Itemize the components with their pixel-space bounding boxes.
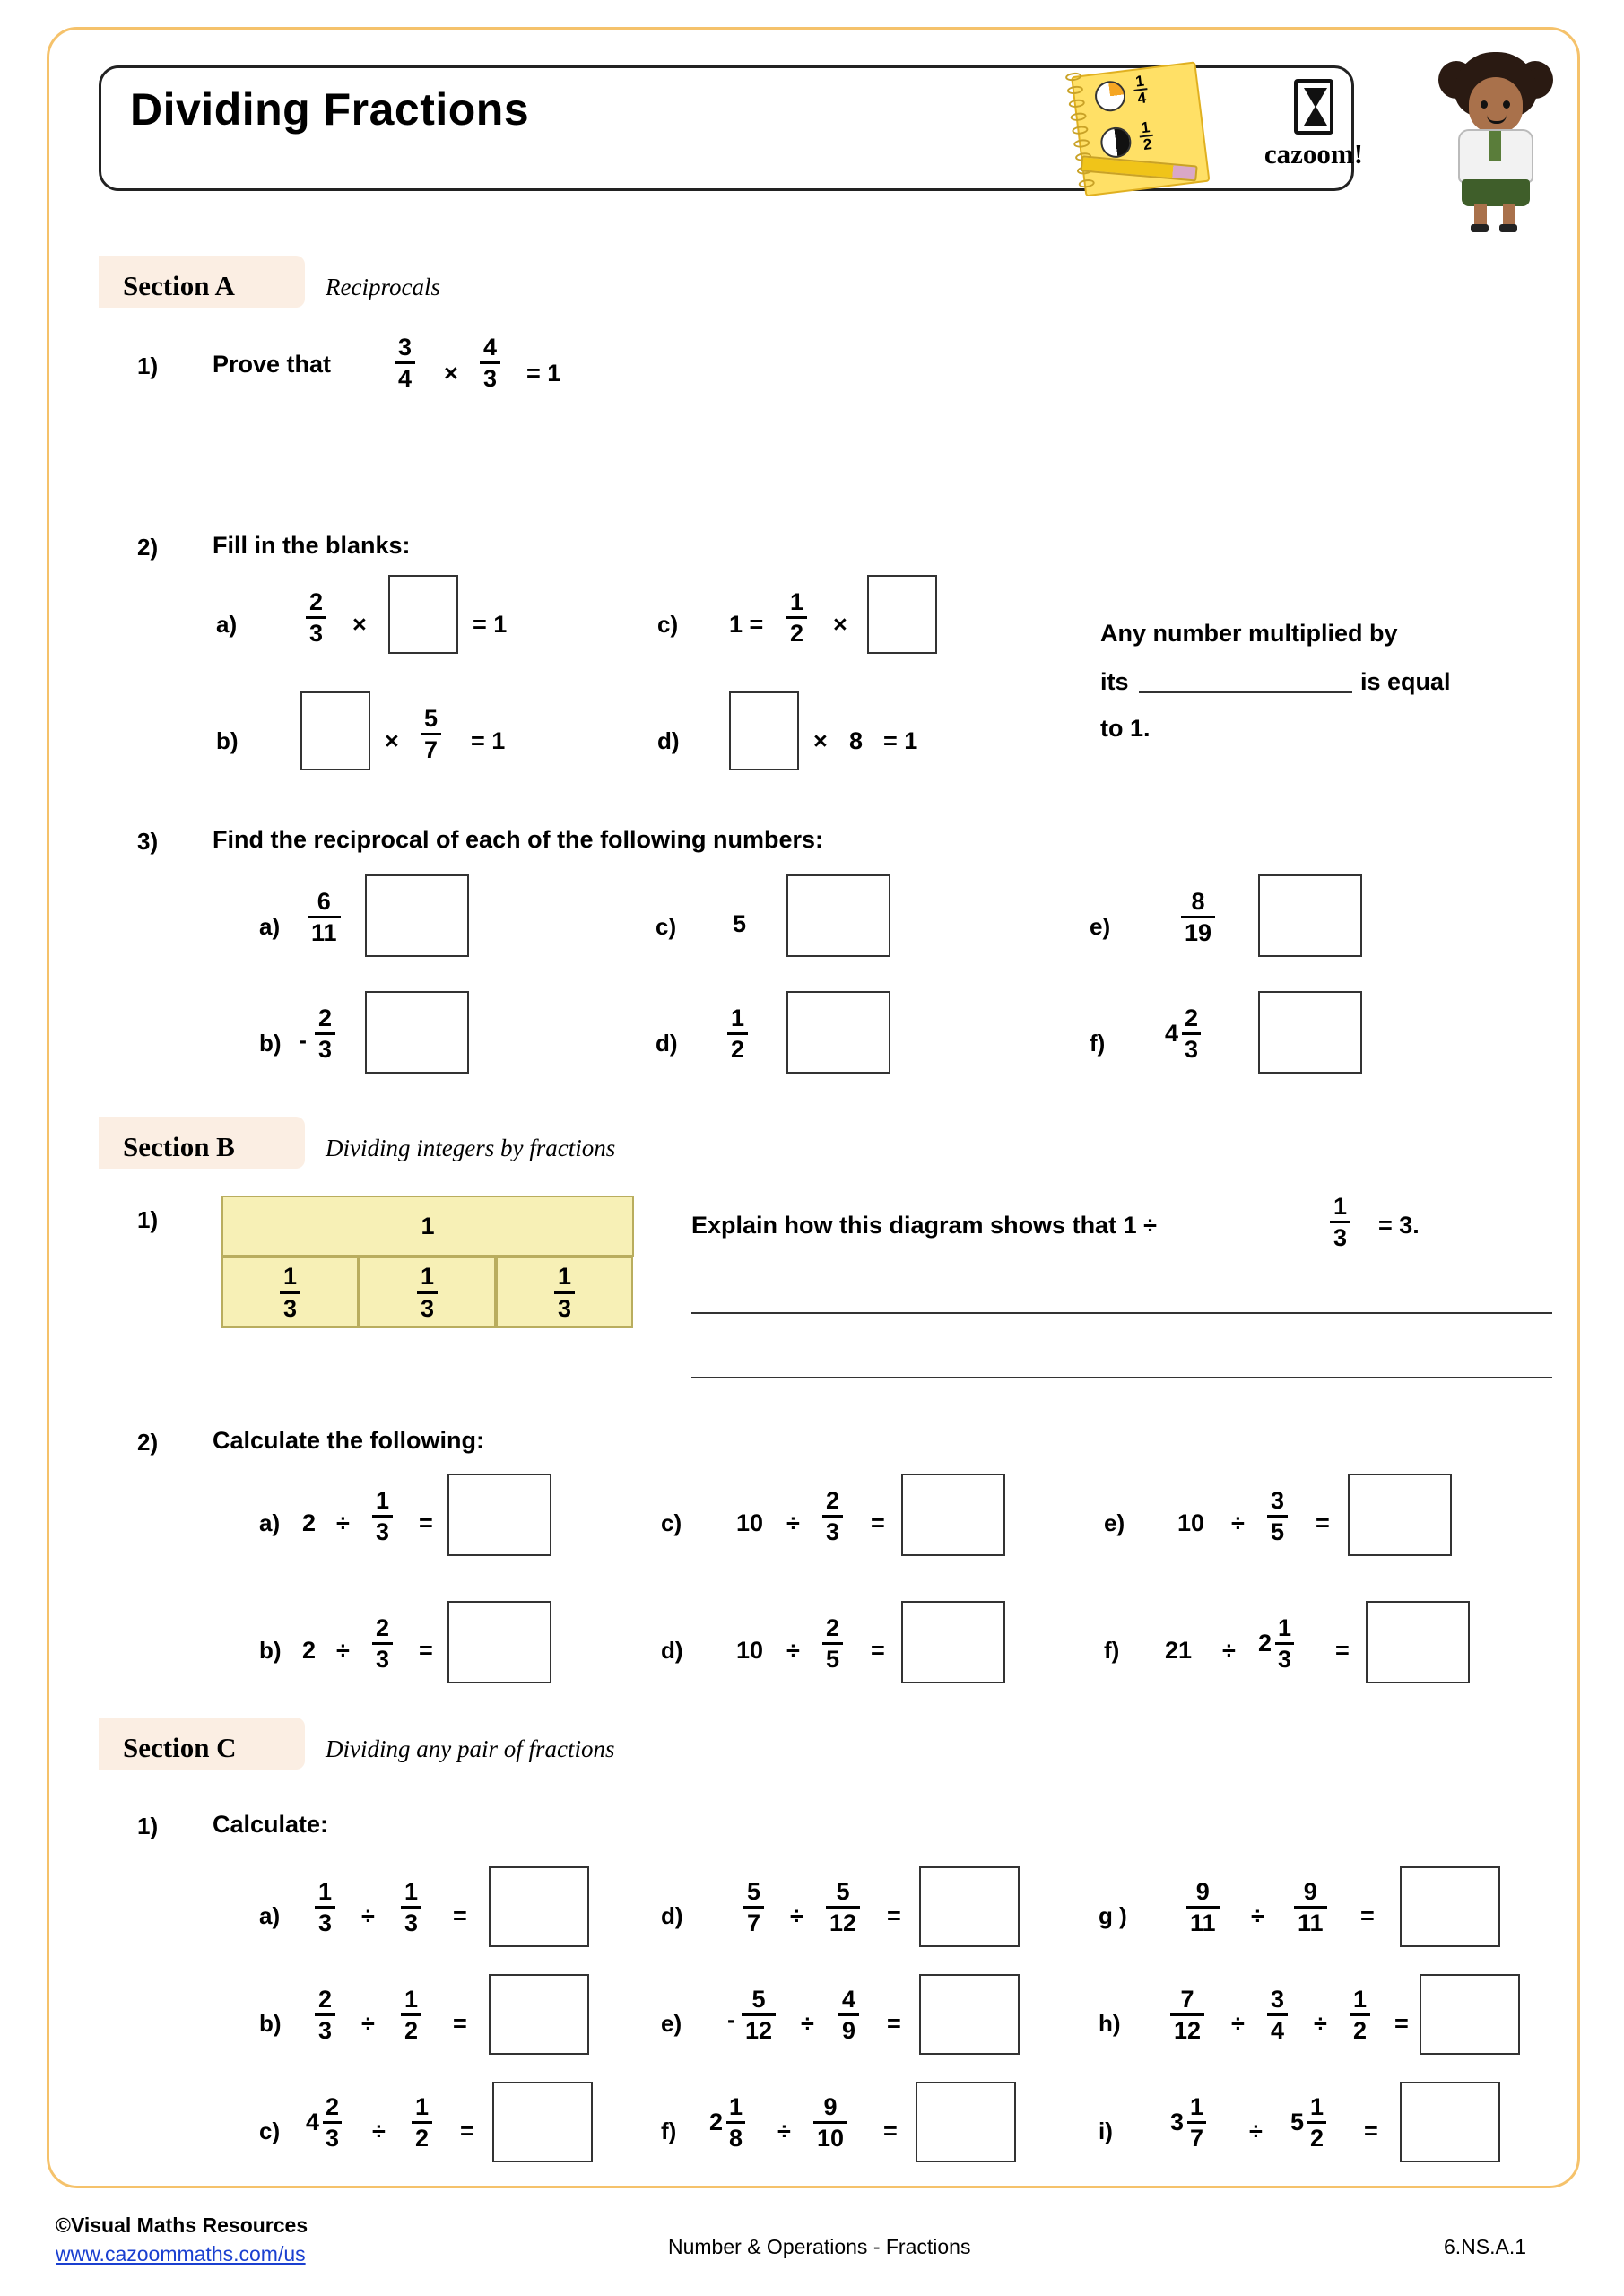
section-b-subtitle: Dividing integers by fractions	[326, 1135, 616, 1161]
footer-website-link[interactable]: www.cazoommaths.com/us	[56, 2242, 306, 2266]
minus-sign: -	[727, 2006, 735, 2033]
equals: =	[871, 1509, 885, 1536]
number: 8	[849, 727, 864, 754]
answer-box[interactable]	[729, 691, 799, 770]
operator: ÷	[361, 2010, 375, 2037]
item-label: d)	[657, 727, 680, 754]
answer-box[interactable]	[901, 1601, 1005, 1683]
answer-box[interactable]	[388, 575, 458, 654]
item-label: b)	[216, 727, 239, 754]
fraction: 9 10	[813, 2094, 847, 2152]
operator: ÷	[336, 1637, 350, 1664]
item-label: a)	[259, 1509, 281, 1536]
equals-one: = 1	[526, 360, 561, 387]
fraction: 6 11	[308, 889, 341, 946]
mixed-number: 4 2 3	[306, 2094, 342, 2152]
footer-copyright: ©Visual Maths Resources	[56, 2213, 308, 2237]
note-line-3: to 1.	[1100, 715, 1151, 742]
item-label: h)	[1099, 2010, 1121, 2037]
answer-box[interactable]	[1400, 1866, 1500, 1947]
item-label: b)	[259, 1030, 282, 1057]
fraction: 1 2	[412, 2094, 432, 2152]
answer-box[interactable]	[1366, 1601, 1470, 1683]
operator: ÷	[1251, 1902, 1264, 1929]
equals: =	[419, 1637, 433, 1664]
fraction: 5 7	[421, 706, 441, 763]
section-c-label: Section C	[123, 1732, 237, 1763]
mixed-number: 4 2 3	[1165, 1005, 1201, 1063]
item-label: c)	[661, 1509, 682, 1536]
answer-box[interactable]	[1400, 2082, 1500, 2162]
item-label: d)	[656, 1030, 678, 1057]
diagram-cell: $\frac{1}{3}$	[221, 1257, 359, 1328]
fraction: 3 5	[1267, 1488, 1288, 1545]
answer-box[interactable]	[1348, 1474, 1452, 1556]
answer-box[interactable]	[489, 1866, 589, 1947]
student-avatar	[1435, 52, 1556, 227]
fraction: 1 2	[1350, 1987, 1370, 2044]
operator: ÷	[777, 2118, 791, 2144]
operator: ×	[813, 727, 828, 754]
answer-box[interactable]	[1420, 1974, 1520, 2055]
answer-line[interactable]	[691, 1312, 1552, 1314]
notepad-frac2-numerator: 1	[1138, 119, 1154, 138]
item-label: c)	[259, 2118, 281, 2144]
diagram-cell: $\frac{1}{3}$	[359, 1257, 496, 1328]
fraction: 4 9	[838, 1987, 859, 2044]
fraction: 2 3	[372, 1615, 393, 1673]
fraction: 2 3	[315, 1005, 335, 1063]
item-label: e)	[1104, 1509, 1125, 1536]
equals-one: = 1	[471, 727, 506, 754]
item-label: f)	[661, 2118, 677, 2144]
equals: =	[419, 1509, 433, 1536]
operator: ×	[444, 360, 458, 387]
note-line-2-before: its	[1100, 668, 1129, 695]
operator: ÷	[786, 1637, 800, 1664]
operator: ÷	[801, 2010, 814, 2037]
fraction: 8 19	[1181, 889, 1215, 946]
equals: =	[1335, 1637, 1350, 1664]
q-text: Find the reciprocal of each of the following numbers:	[213, 826, 824, 853]
equals: =	[453, 1902, 467, 1929]
item-label: c)	[657, 611, 679, 638]
fraction: 2 3	[306, 589, 326, 647]
q-number: 1)	[137, 1206, 159, 1233]
operator: ÷	[1222, 1637, 1236, 1664]
footer-standard-code: 6.NS.A.1	[1444, 2235, 1527, 2258]
equals: =	[887, 1902, 901, 1929]
item-label: d)	[661, 1902, 683, 1929]
fraction: 3 4	[395, 335, 415, 392]
item-label: e)	[1090, 913, 1111, 940]
answer-box[interactable]	[1258, 874, 1362, 957]
equals-one: = 1	[883, 727, 918, 754]
equals: =	[871, 1637, 885, 1664]
hourglass-icon	[1294, 79, 1333, 135]
answer-box[interactable]	[489, 1974, 589, 2055]
fraction: 5 12	[826, 1879, 860, 1936]
q-number: 1)	[137, 1813, 159, 1839]
operator: ÷	[1314, 2010, 1327, 2037]
notepad-icon	[1059, 52, 1228, 209]
answer-box[interactable]	[492, 2082, 593, 2162]
fraction: 1 3	[1330, 1194, 1350, 1251]
answer-box[interactable]	[901, 1474, 1005, 1556]
item-label: e)	[661, 2010, 682, 2037]
notepad-frac1-denominator: 4	[1136, 89, 1148, 108]
cazoom-logo-text: cazoom!	[1264, 138, 1364, 170]
fraction: 1 3	[315, 1879, 335, 1936]
answer-box[interactable]	[447, 1601, 551, 1683]
section-c-subtitle: Dividing any pair of fractions	[326, 1735, 615, 1762]
item-label: i)	[1099, 2118, 1113, 2144]
equals: =	[1316, 1509, 1330, 1536]
cazoom-logo	[1242, 79, 1385, 187]
operator: ÷	[372, 2118, 386, 2144]
number: 21	[1165, 1637, 1193, 1664]
item-label: c)	[656, 913, 677, 940]
blank-line[interactable]	[1139, 691, 1352, 693]
answer-box[interactable]	[447, 1474, 551, 1556]
fraction: 1 3	[372, 1488, 393, 1545]
fraction: 2 3	[315, 1987, 335, 2044]
section-b-label: Section B	[123, 1131, 235, 1162]
number: 5	[733, 910, 747, 937]
operator: ×	[352, 611, 367, 638]
answer-box[interactable]	[786, 991, 890, 1074]
operator: ÷	[786, 1509, 800, 1536]
fraction: 5 7	[743, 1879, 764, 1936]
equals: =	[460, 2118, 474, 2144]
answer-box[interactable]	[786, 874, 890, 957]
operator: ÷	[1231, 1509, 1245, 1536]
footer-topic: Number & Operations - Fractions	[668, 2235, 971, 2258]
q-text: Calculate the following:	[213, 1427, 485, 1454]
answer-box[interactable]	[916, 2082, 1016, 2162]
diagram-whole-label: 1	[221, 1196, 634, 1257]
operator: ×	[385, 727, 399, 754]
fraction-bar-diagram	[221, 1196, 634, 1357]
fraction: 5 12	[742, 1987, 776, 2044]
number: 2	[302, 1637, 317, 1664]
answer-box[interactable]	[1258, 991, 1362, 1074]
equals: =	[1360, 1902, 1375, 1929]
q-text-after: = 3.	[1378, 1212, 1420, 1239]
fraction: 1 2	[727, 1005, 748, 1063]
section-a-subtitle: Reciprocals	[326, 274, 440, 300]
q-text: Prove that	[213, 351, 332, 378]
item-label: f)	[1104, 1637, 1120, 1664]
operator: ÷	[1231, 2010, 1245, 2037]
answer-box[interactable]	[365, 991, 469, 1074]
item-label: b)	[259, 1637, 282, 1664]
page-title: Dividing Fractions	[130, 84, 530, 135]
worksheet-page	[47, 27, 1580, 2188]
fraction: 9 11	[1186, 1879, 1220, 1936]
number: 10	[736, 1637, 764, 1664]
equals: =	[1364, 2118, 1378, 2144]
fraction: 2 5	[822, 1615, 843, 1673]
item-label: f)	[1090, 1030, 1106, 1057]
q-text: Calculate:	[213, 1811, 329, 1838]
fraction: 4 3	[480, 335, 500, 392]
diagram-cell: $\frac{1}{3}$	[496, 1257, 633, 1328]
mixed-number: 3 1 7	[1170, 2094, 1206, 2152]
operator: ÷	[336, 1509, 350, 1536]
item-label: a)	[259, 1902, 281, 1929]
q-number: 2)	[137, 534, 159, 561]
equals: =	[453, 2010, 467, 2037]
equals: =	[883, 2118, 898, 2144]
fraction: 7 12	[1170, 1987, 1204, 2044]
mixed-number: 2 1 8	[709, 2094, 745, 2152]
section-a-label: Section A	[123, 270, 235, 301]
operator: ÷	[1249, 2118, 1263, 2144]
answer-line[interactable]	[691, 1377, 1552, 1378]
q-number: 3)	[137, 828, 159, 855]
note-line-2-after: is equal	[1360, 668, 1451, 695]
minus-sign: -	[299, 1027, 307, 1054]
answer-box[interactable]	[365, 874, 469, 957]
operator: ÷	[790, 1902, 803, 1929]
q-text: Fill in the blanks:	[213, 532, 411, 559]
fraction: 3 4	[1267, 1987, 1288, 2044]
fraction: 1 3	[401, 1879, 421, 1936]
operator: ÷	[361, 1902, 375, 1929]
fraction: 1 2	[401, 1987, 421, 2044]
notepad-frac1-numerator: 1	[1132, 73, 1148, 91]
answer-box[interactable]	[300, 691, 370, 770]
q-number: 2)	[137, 1429, 159, 1456]
lead-equals: 1 =	[729, 611, 764, 638]
mixed-number: 2 1 3	[1258, 1615, 1294, 1673]
answer-box[interactable]	[867, 575, 937, 654]
number: 10	[1177, 1509, 1205, 1536]
fraction: 1 2	[786, 589, 807, 647]
operator: ×	[833, 611, 847, 638]
item-label: a)	[259, 913, 281, 940]
q-text: Explain how this diagram shows that 1 ÷	[691, 1212, 1157, 1239]
number: 2	[302, 1509, 317, 1536]
note-line-1: Any number multiplied by	[1100, 620, 1398, 647]
answer-box[interactable]	[919, 1866, 1020, 1947]
item-label: a)	[216, 611, 238, 638]
notepad-frac2-denominator: 2	[1142, 135, 1153, 154]
item-label: b)	[259, 2010, 282, 2037]
equals: =	[1394, 2010, 1409, 2037]
item-label: g )	[1099, 1902, 1127, 1929]
q-number: 1)	[137, 352, 159, 379]
number: 10	[736, 1509, 764, 1536]
equals-one: = 1	[473, 611, 508, 638]
mixed-number: 5 1 2	[1290, 2094, 1326, 2152]
fraction: 9 11	[1294, 1879, 1327, 1936]
equals: =	[887, 2010, 901, 2037]
fraction: 2 3	[822, 1488, 843, 1545]
answer-box[interactable]	[919, 1974, 1020, 2055]
item-label: d)	[661, 1637, 683, 1664]
